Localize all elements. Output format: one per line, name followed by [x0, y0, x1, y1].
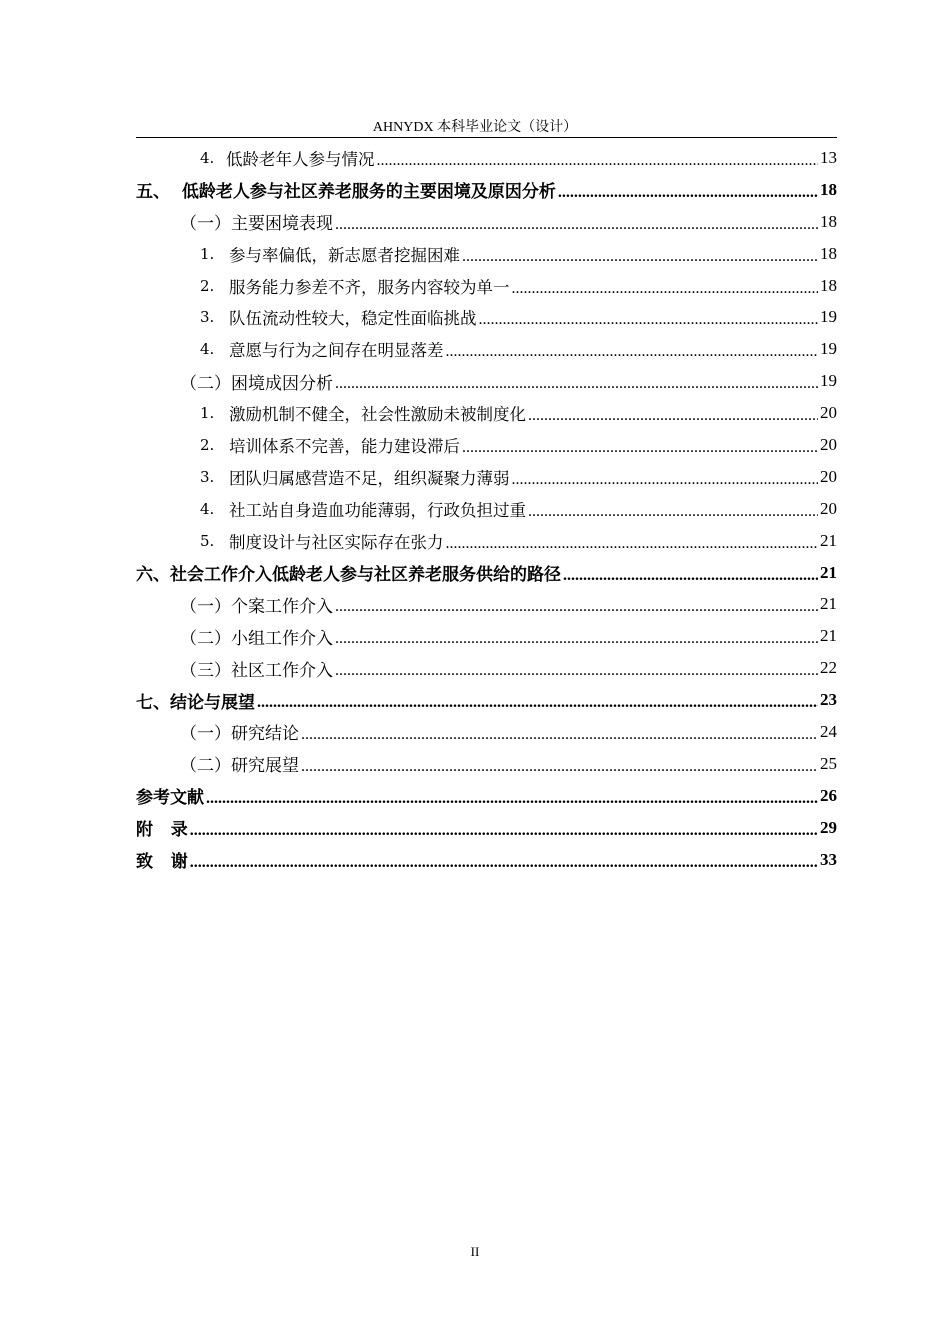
toc-entry-title: （一）主要困境表现	[180, 214, 333, 235]
toc-entry-number: 3.	[200, 308, 215, 327]
dot-leader	[446, 338, 819, 360]
toc-entry-page: 18	[820, 275, 837, 295]
toc-entry[interactable]	[136, 780, 837, 812]
toc-entry-title: 社工站自身造血功能薄弱，行政负担过重	[229, 500, 526, 520]
toc-entry-page: 20	[820, 466, 837, 486]
toc-entry-number: 4.	[200, 499, 215, 518]
toc-entry-title: 低龄老人参与社区养老服务的主要困境及原因分析	[181, 182, 556, 203]
dot-leader	[335, 211, 818, 233]
toc-entry[interactable]	[136, 684, 837, 716]
dot-leader	[257, 689, 818, 711]
toc-entry[interactable]	[136, 557, 837, 589]
toc-entry-title: （三）社区工作介入	[180, 660, 333, 681]
toc-entry-page: 18	[820, 243, 837, 263]
toc-entry-number: 五、	[136, 182, 182, 203]
toc-entry-title: （一）研究结论	[180, 724, 299, 745]
toc-entry[interactable]	[136, 397, 837, 429]
toc-entry[interactable]	[136, 174, 837, 206]
toc-entry-number: 1.	[200, 404, 215, 423]
toc-entry-number: 1.	[200, 244, 215, 263]
dot-leader	[528, 498, 818, 520]
toc-entry[interactable]	[136, 588, 837, 620]
dot-leader	[512, 275, 819, 297]
dot-leader	[512, 466, 819, 488]
toc-entry-title: （二）小组工作介入	[180, 628, 333, 649]
toc-entry[interactable]	[136, 525, 837, 557]
toc-entry-title: 团队归属感营造不足，组织凝聚力薄弱	[229, 468, 510, 488]
running-header: AHNYDX 本科毕业论文（设计）	[372, 120, 578, 135]
toc-entry[interactable]	[136, 748, 837, 780]
toc-entry[interactable]	[136, 206, 837, 238]
toc-entry-title: 致 谢	[136, 852, 188, 873]
toc-entry-page: 20	[820, 434, 837, 454]
toc-entry-title: 激励机制不健全，社会性激励未被制度化	[229, 405, 526, 425]
dot-leader	[190, 849, 818, 871]
toc-entry[interactable]	[136, 652, 837, 684]
toc-entry-title: 制度设计与社区实际存在张力	[229, 532, 444, 552]
toc-entry-page: 18	[820, 211, 837, 231]
toc-entry-page: 26	[820, 785, 837, 805]
dot-leader	[301, 721, 818, 743]
toc-entry-title: 七、结论与展望	[136, 692, 255, 713]
toc-entry-number: 2.	[200, 276, 215, 295]
toc-entry-page: 19	[820, 307, 837, 327]
dot-leader	[335, 593, 818, 615]
toc-entry-number: 4.	[200, 340, 215, 359]
toc-entry-page: 19	[820, 371, 837, 391]
toc-entry-title: 培训体系不完善，能力建设滞后	[229, 436, 460, 456]
toc-entry-page: 21	[820, 626, 837, 646]
dot-leader	[206, 785, 818, 807]
toc-entry[interactable]	[136, 493, 837, 525]
toc-entry-page: 21	[820, 562, 837, 582]
toc-entry-page: 13	[820, 147, 837, 167]
dot-leader	[377, 147, 819, 169]
toc-entry[interactable]	[136, 844, 837, 876]
dot-leader	[462, 434, 818, 456]
toc-entry-title: 意愿与行为之间存在明显落差	[229, 341, 444, 361]
toc-entry[interactable]	[136, 270, 837, 302]
dot-leader	[563, 562, 818, 584]
toc-entry-page: 29	[820, 817, 837, 837]
toc-entry-title: 队伍流动性较大，稳定性面临挑战	[229, 309, 477, 329]
dot-leader	[335, 657, 818, 679]
dot-leader	[479, 306, 819, 328]
dot-leader	[558, 179, 818, 201]
toc-entry-title: 六、社会工作介入低龄老人参与社区养老服务供给的路径	[136, 565, 561, 586]
toc-entry-page: 20	[820, 403, 837, 423]
toc-entry-page: 33	[820, 849, 837, 869]
toc-entry-page: 19	[820, 339, 837, 359]
toc-entry-page: 21	[820, 530, 837, 550]
toc-entry[interactable]	[136, 365, 837, 397]
toc-entry[interactable]	[136, 142, 837, 174]
header-rule	[136, 137, 837, 138]
dot-leader	[190, 817, 818, 839]
toc-entry-page: 21	[820, 594, 837, 614]
toc-entry-number: 2.	[200, 435, 215, 454]
toc-entry[interactable]	[136, 238, 837, 270]
toc-entry[interactable]	[136, 620, 837, 652]
dot-leader	[528, 402, 818, 424]
toc-entry-title: （二）困境成因分析	[180, 373, 333, 394]
dot-leader	[335, 625, 818, 647]
toc-entry-page: 20	[820, 498, 837, 518]
toc-entry[interactable]	[136, 333, 837, 365]
toc-entry[interactable]	[136, 429, 837, 461]
toc-entry-number: 4.	[200, 148, 215, 167]
dot-leader	[335, 370, 818, 392]
dot-leader	[462, 243, 818, 265]
toc-entry-title: 附 录	[136, 820, 188, 841]
toc-entry-number: 3.	[200, 467, 215, 486]
toc-entry-page: 18	[820, 179, 837, 199]
page-number: II	[470, 1244, 480, 1259]
toc-entry-page: 25	[820, 753, 837, 773]
toc-entry-title: 服务能力参差不齐，服务内容较为单一	[229, 277, 510, 297]
dot-leader	[446, 530, 819, 552]
toc-entry-title: 低龄老年人参与情况	[226, 149, 375, 169]
toc-entry-page: 22	[820, 658, 837, 678]
table-of-contents	[136, 142, 837, 875]
toc-entry[interactable]	[136, 301, 837, 333]
dot-leader	[301, 753, 818, 775]
toc-entry-title: （一）个案工作介入	[180, 596, 333, 617]
toc-entry[interactable]	[136, 716, 837, 748]
toc-entry[interactable]	[136, 812, 837, 844]
toc-entry-number: 5.	[200, 531, 215, 550]
toc-entry-title: 参与率偏低，新志愿者挖掘困难	[229, 245, 460, 265]
toc-entry-title: （二）研究展望	[180, 756, 299, 777]
toc-entry-title: 参考文献	[136, 788, 204, 809]
toc-entry-page: 23	[820, 690, 837, 710]
toc-entry[interactable]	[136, 461, 837, 493]
toc-entry-page: 24	[820, 721, 837, 741]
